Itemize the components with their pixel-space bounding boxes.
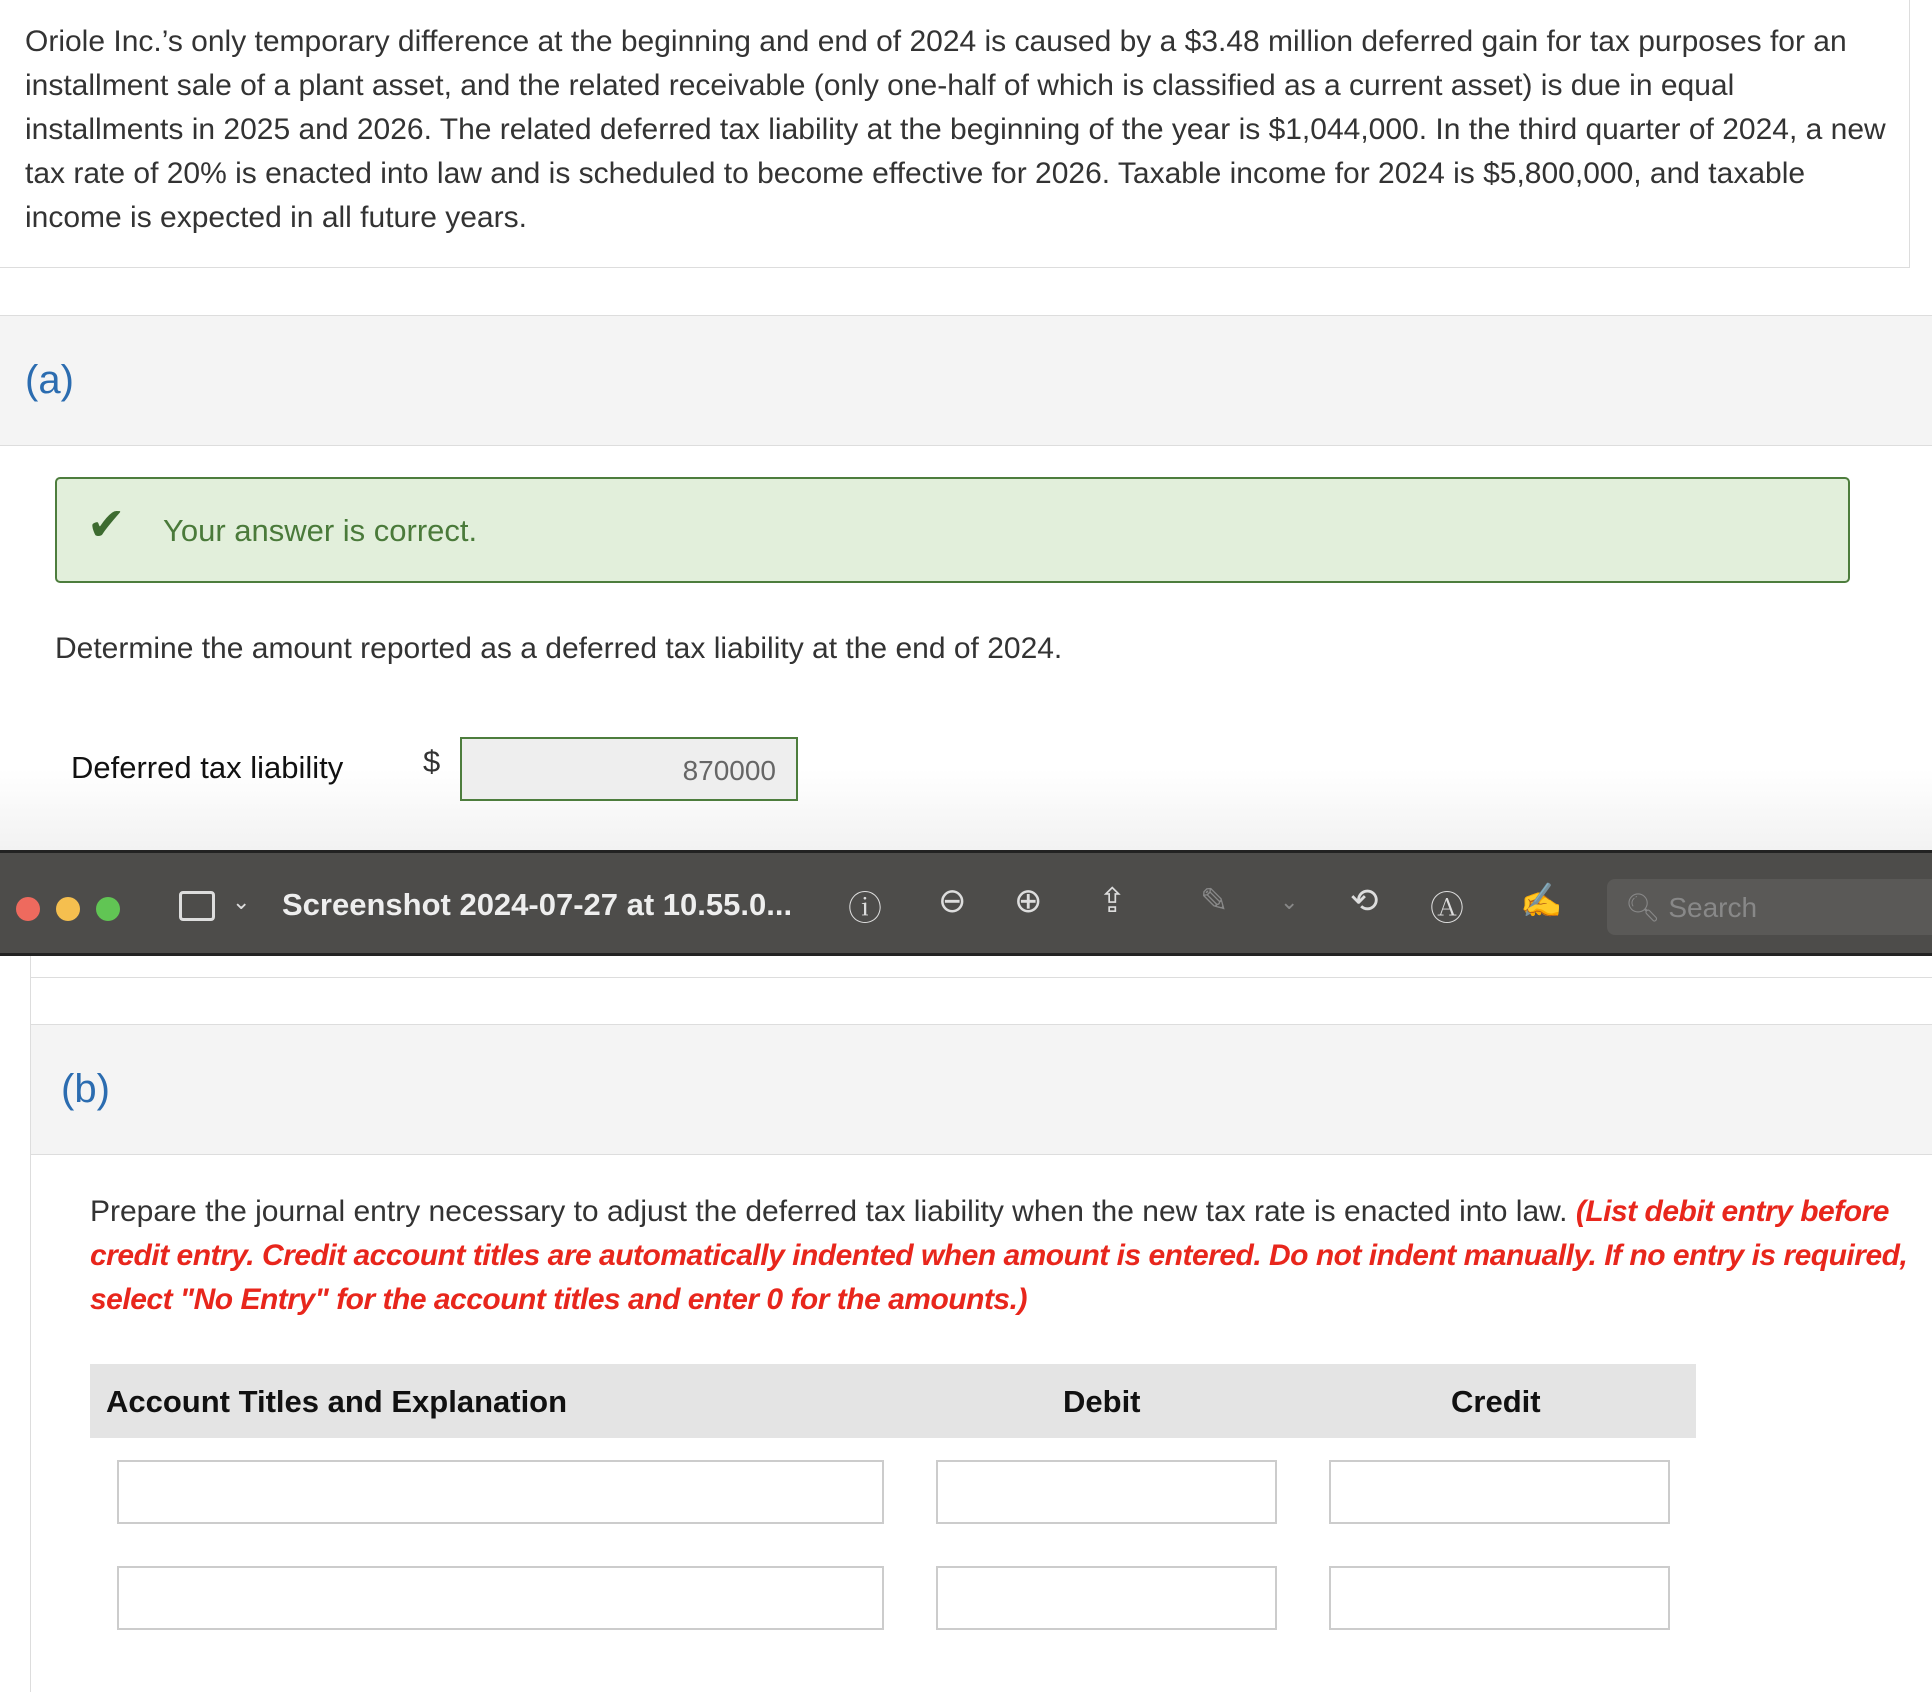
window-title: Screenshot 2024-07-27 at 10.55.0... (282, 887, 793, 922)
problem-text: Oriole Inc.’s only temporary difference at the beginning and end of 2024 is caused by a $3.48 million deferred gain for tax purposes for an installment sale of a plant asset, and the related receivable (only one-half of which is classified as a current asset) is due in equal installments in 2025 and 2026. The related deferred tax liability at the beginning of the year is $1,044,000. In the third quarter of 2024, a new tax rate of 20% is enacted into law and is scheduled to become effective for 2026. Taxable income for 2024 is $5,800,000, and taxable income is expected in all future years. (25, 25, 1886, 234)
debit-input[interactable] (936, 1566, 1277, 1630)
zoom-in-icon[interactable]: ⊕ (1014, 882, 1043, 920)
credit-input[interactable] (1329, 1460, 1670, 1524)
checkmark-icon: ✔ (87, 498, 126, 550)
chevron-down-icon[interactable]: ⌄ (232, 889, 251, 914)
debit-input[interactable] (936, 1460, 1277, 1524)
part-b-question (90, 1190, 1910, 1322)
sidebar-icon[interactable] (179, 891, 215, 921)
search-placeholder: Search (1668, 892, 1758, 923)
credit-header: Credit (1451, 1384, 1541, 1419)
divider (30, 956, 1932, 978)
part-b-header (30, 1024, 1932, 1155)
search-icon: 🔍︎ (1625, 892, 1669, 923)
markup-icon[interactable]: Ⓐ (1430, 890, 1464, 928)
share-icon[interactable]: ⇪ (1098, 882, 1127, 920)
account-header: Account Titles and Explanation (106, 1384, 568, 1419)
debit-header: Debit (1063, 1384, 1141, 1419)
part-a-label: (a) (25, 358, 74, 402)
preview-toolbar (0, 850, 1932, 956)
feedback-text: Your answer is correct. (163, 513, 478, 548)
part-a-question: Determine the amount reported as a deferred tax liability at the end of 2024. (55, 632, 1063, 665)
close-button[interactable] (16, 897, 40, 921)
deferred-tax-label: Deferred tax liability (71, 750, 344, 785)
correct-feedback (55, 477, 1850, 583)
deferred-tax-input[interactable]: 870000 (460, 737, 798, 801)
search-input[interactable] (1607, 879, 1932, 935)
part-a-header (0, 315, 1932, 446)
account-title-input[interactable] (117, 1460, 884, 1524)
journal-table-header (90, 1364, 1696, 1438)
zoom-button[interactable] (96, 897, 120, 921)
currency-symbol: $ (423, 744, 441, 779)
minimize-button[interactable] (56, 897, 80, 921)
question-text: Prepare the journal entry necessary to adjust the deferred tax liability when the new tax rate is enacted into law. (90, 1195, 1568, 1228)
instruction-text: (List debit entry before credit entry. Credit account titles are automatically indented when amount is entered. Do not indent manually. If no entry is required, select "No Entry" for the account titles and enter 0 for the amounts.) (90, 1195, 1908, 1316)
signature-icon[interactable]: ✍ (1520, 882, 1563, 920)
problem-card (0, 0, 1910, 268)
credit-input[interactable] (1329, 1566, 1670, 1630)
zoom-out-icon[interactable]: ⊖ (938, 882, 967, 920)
markup-pen-icon[interactable]: ✎ (1200, 882, 1229, 920)
chevron-down-icon[interactable]: ⌄ (1280, 889, 1299, 914)
part-b-label: (b) (61, 1067, 110, 1111)
rotate-icon[interactable]: ⟲ (1350, 882, 1379, 920)
info-icon[interactable]: ⓘ (848, 890, 882, 928)
account-title-input[interactable] (117, 1566, 884, 1630)
